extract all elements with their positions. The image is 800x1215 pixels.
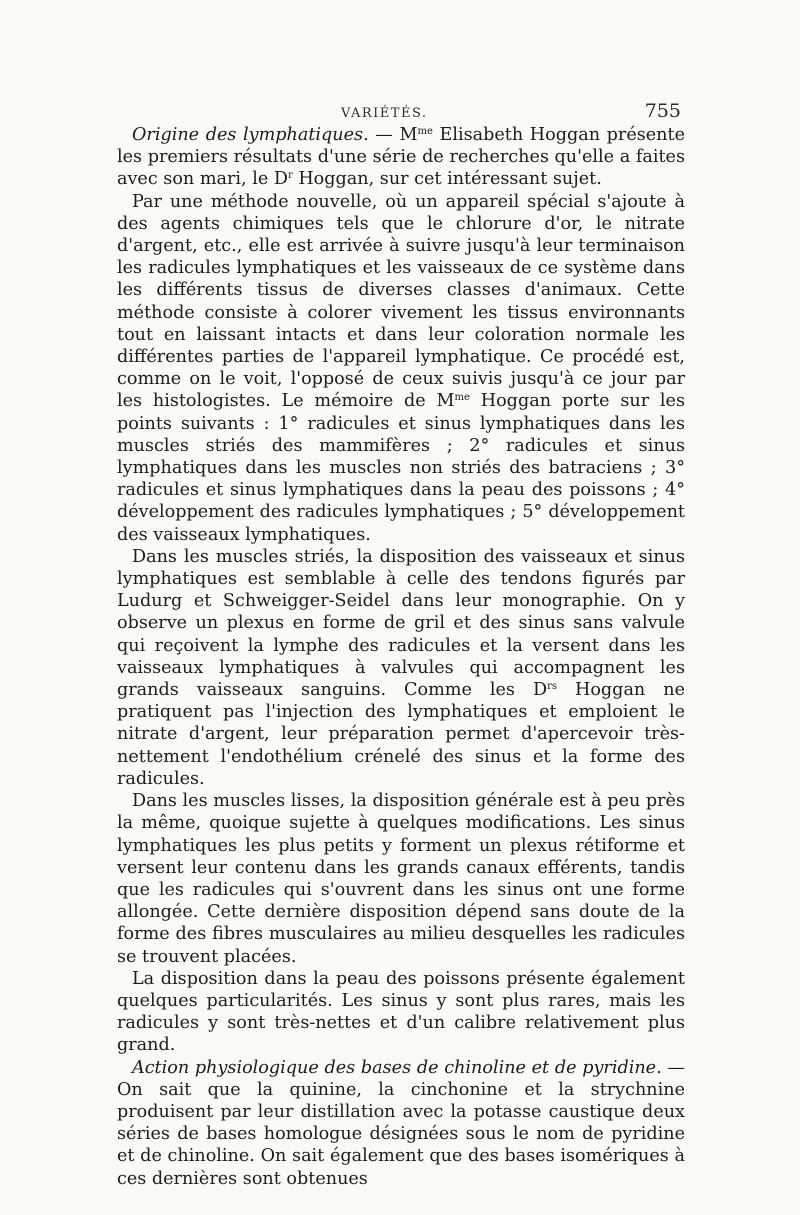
paragraph-fish-skin: La disposition dans la peau des poissons présente également quelques particularités. Les sinus y sont plus rares, mais les radicules y sont très-nettes et d'un calibre relativement plus grand.: [117, 968, 685, 1056]
section-lead-origin: Origine des lymphatiques.: [132, 125, 369, 145]
body-text: [117, 124, 685, 1190]
paragraph-smooth-muscles: Dans les muscles lisses, la disposition générale est à peu près la même, quoique sujette à quelques modifications. Les sinus lymphatiques les plus petits y forment un plexus rétiforme et versent leur contenu dans les grands canaux efférents, tandis que les radicules qui s'ouvrent dans les sinus ont une forme allongée. Cette dernière disposition dépend sans doute de la forme des fibres musculaires au milieu desquelles les radicules se trouvent placées.: [117, 791, 685, 967]
book-page: [117, 94, 685, 1190]
section-lead-action: Action physiologique des bases de chinoline et de pyridine.: [132, 1057, 662, 1078]
section-title: VARIÉTÉS.: [341, 106, 428, 121]
paragraph-quinoline-pyridine: Action physiologique des bases de chinoline et de pyridine. — On sait que la quinine, la cinchonine et la strychnine produisent par leur distillation avec la potasse caustique deux séries de bases homologue désignées sous le nom de pyridine et de chinoline. On sait également que des bases isomériques à ces dernières sont obtenues: [117, 1057, 685, 1189]
running-header: [117, 94, 685, 124]
page-number: 755: [644, 100, 681, 122]
paragraph-method: Par une méthode nouvelle, où un appareil spécial s'ajoute à des agents chimiques tels que le chlorure d'or, le nitrate d'argent, etc., elle est arrivée à suivre jusqu'à leur terminaison les radicules lymphatiques et les vaisseaux de ce système dans les différents tissus de diverses classes d'animaux. Cette méthode consiste à colorer vivement les tissus environnants tout en laissant intacts et dans leur coloration normale les différentes parties de l'appareil lymphatique. Ce procédé est, comme on le voit, l'opposé de ceux suivis jusqu'à ce jour par les histologistes. Le mémoire de $M^{me}$ Hoggan porte sur les points suivants : 1° radicules et sinus lymphatiques dans les muscles striés des mammifères ; 2° radicules et sinus lymphatiques dans les muscles non striés des batraciens ; 3° radicules et sinus lymphatiques dans la peau des poissons ; 4° développement des radicules lymphatiques ; 5° développement des vaisseaux lymphatiques.: [117, 191, 685, 545]
paragraph-striated-muscles: Dans les muscles striés, la disposition des vaisseaux et sinus lymphatiques est semblable à celle des tendons figurés par Ludurg et Schweigger-Seidel dans leur monographie. On y observe un plexus en forme de gril et des sinus sans valvule qui reçoivent la lymphe des radicules et la versent dans les vaisseaux lymphatiques à valvules qui accompagnent les grands vaisseaux sanguins. Comme les $D^{rs}$ Hoggan ne pratiquent pas l'injection des lymphatiques et emploient le nitrate d'argent, leur préparation permet d'apercevoir très-nettement l'endothélium crénelé des sinus et la forme des radicules.: [117, 546, 685, 789]
paragraph-origin-lymphatics: Origine des lymphatiques. — $M^{me}$ Elisabeth Hoggan présente les premiers résultats d'une série de recherches qu'elle a faites avec son mari, le $D^r$ Hoggan, sur cet intéressant sujet.: [117, 125, 685, 190]
